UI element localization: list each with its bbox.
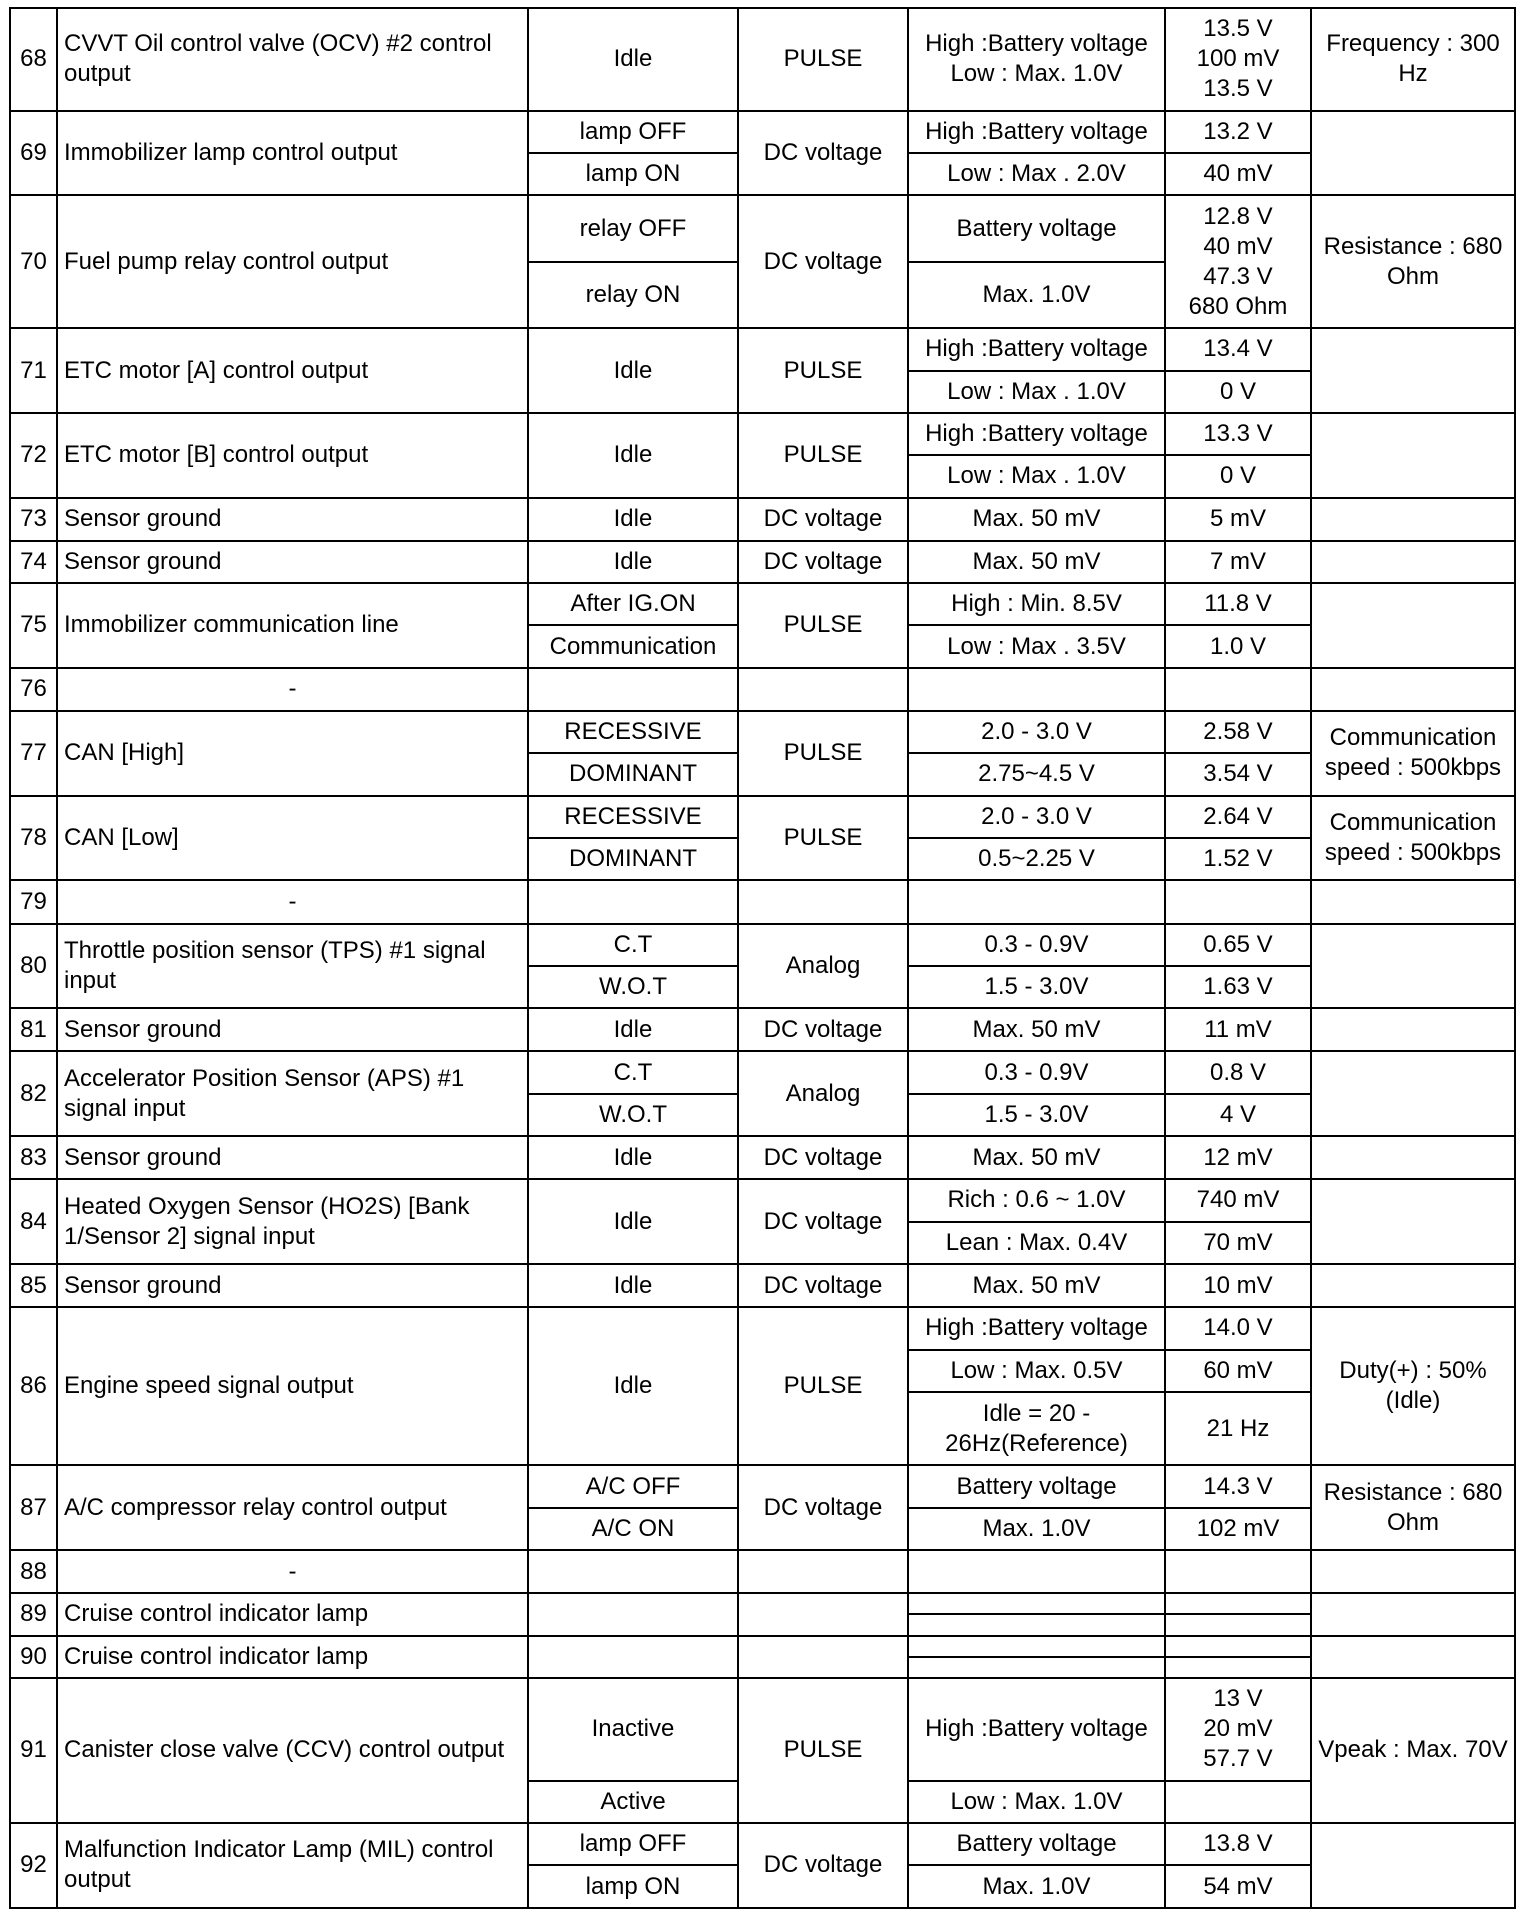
signal-type bbox=[738, 668, 908, 711]
pin-number: 88 bbox=[10, 1550, 57, 1593]
measured-value bbox=[1165, 1593, 1311, 1614]
measured-value: 60 mV bbox=[1165, 1350, 1311, 1392]
remark: Frequency : 300 Hz bbox=[1311, 8, 1515, 111]
measured-value: 13.5 V 100 mV 13.5 V bbox=[1165, 8, 1311, 111]
signal-type: DC voltage bbox=[738, 498, 908, 541]
measured-value: 1.0 V bbox=[1165, 625, 1311, 667]
condition: C.T bbox=[528, 1051, 738, 1093]
table-row bbox=[10, 924, 1515, 966]
signal-type: DC voltage bbox=[738, 1008, 908, 1051]
measured-value bbox=[1165, 1781, 1311, 1823]
pin-number: 91 bbox=[10, 1678, 57, 1823]
condition: C.T bbox=[528, 924, 738, 966]
pin-description: Sensor ground bbox=[57, 1136, 528, 1179]
specification: Max. 50 mV bbox=[908, 498, 1165, 541]
specification: 0.3 - 0.9V bbox=[908, 924, 1165, 966]
pin-number: 82 bbox=[10, 1051, 57, 1136]
signal-type: DC voltage bbox=[738, 1823, 908, 1908]
table-row bbox=[10, 1051, 1515, 1093]
condition: relay ON bbox=[528, 262, 738, 328]
pin-description: - bbox=[57, 1550, 528, 1593]
condition: A/C ON bbox=[528, 1508, 738, 1550]
measured-value: 12 mV bbox=[1165, 1136, 1311, 1179]
measured-value bbox=[1165, 1636, 1311, 1657]
remark: Vpeak : Max. 70V bbox=[1311, 1678, 1515, 1823]
specification bbox=[908, 668, 1165, 711]
table-row bbox=[10, 413, 1515, 455]
condition: Idle bbox=[528, 1136, 738, 1179]
specification: Max. 50 mV bbox=[908, 1136, 1165, 1179]
condition: A/C OFF bbox=[528, 1465, 738, 1507]
condition bbox=[528, 1636, 738, 1678]
remark bbox=[1311, 1264, 1515, 1307]
remark bbox=[1311, 1593, 1515, 1635]
condition: Communication bbox=[528, 625, 738, 667]
specification: Battery voltage bbox=[908, 1823, 1165, 1865]
signal-type: PULSE bbox=[738, 796, 908, 881]
signal-type: PULSE bbox=[738, 1307, 908, 1465]
table-row bbox=[10, 796, 1515, 838]
signal-type bbox=[738, 1550, 908, 1593]
remark bbox=[1311, 668, 1515, 711]
condition: Idle bbox=[528, 1008, 738, 1051]
condition: lamp OFF bbox=[528, 111, 738, 153]
specification: Battery voltage bbox=[908, 1465, 1165, 1507]
remark bbox=[1311, 583, 1515, 668]
measured-value: 13.3 V bbox=[1165, 413, 1311, 455]
signal-type bbox=[738, 1593, 908, 1635]
signal-type: PULSE bbox=[738, 328, 908, 413]
pin-number: 72 bbox=[10, 413, 57, 498]
remark bbox=[1311, 1008, 1515, 1051]
condition: lamp OFF bbox=[528, 1823, 738, 1865]
pin-description: ETC motor [B] control output bbox=[57, 413, 528, 498]
pin-number: 86 bbox=[10, 1307, 57, 1465]
pin-number: 81 bbox=[10, 1008, 57, 1051]
pin-number: 80 bbox=[10, 924, 57, 1009]
condition: Idle bbox=[528, 8, 738, 111]
table-row bbox=[10, 1465, 1515, 1507]
specification: Low : Max. 1.0V bbox=[908, 1781, 1165, 1823]
signal-type: DC voltage bbox=[738, 1179, 908, 1264]
measured-value: 2.64 V bbox=[1165, 796, 1311, 838]
table-row bbox=[10, 1307, 1515, 1349]
pin-number: 71 bbox=[10, 328, 57, 413]
remark bbox=[1311, 328, 1515, 413]
specification bbox=[908, 8, 1165, 111]
condition: Idle bbox=[528, 498, 738, 541]
pin-description: CAN [Low] bbox=[57, 796, 528, 881]
measured-value: 0 V bbox=[1165, 455, 1311, 497]
remark: Communication speed : 500kbps bbox=[1311, 711, 1515, 796]
measured-value: 40 mV bbox=[1165, 153, 1311, 195]
pin-description: CAN [High] bbox=[57, 711, 528, 796]
condition: DOMINANT bbox=[528, 753, 738, 795]
pin-description: Sensor ground bbox=[57, 541, 528, 583]
condition: Inactive bbox=[528, 1678, 738, 1781]
pin-number: 73 bbox=[10, 498, 57, 541]
condition: Active bbox=[528, 1781, 738, 1823]
specification: Rich : 0.6 ~ 1.0V bbox=[908, 1179, 1165, 1221]
table-row bbox=[10, 498, 1515, 541]
measured-value: 14.3 V bbox=[1165, 1465, 1311, 1507]
remark bbox=[1311, 1136, 1515, 1179]
pin-description: Heated Oxygen Sensor (HO2S) [Bank 1/Sensor 2] signal input bbox=[57, 1179, 528, 1264]
table-row bbox=[10, 711, 1515, 753]
condition: Idle bbox=[528, 541, 738, 583]
pin-description: Immobilizer lamp control output bbox=[57, 111, 528, 196]
condition: lamp ON bbox=[528, 1865, 738, 1908]
table-row bbox=[10, 195, 1515, 261]
measured-value: 740 mV bbox=[1165, 1179, 1311, 1221]
measured-value: 70 mV bbox=[1165, 1222, 1311, 1264]
table-row bbox=[10, 583, 1515, 625]
specification bbox=[908, 1657, 1165, 1678]
specification: Lean : Max. 0.4V bbox=[908, 1222, 1165, 1264]
condition bbox=[528, 880, 738, 923]
measured-value: 102 mV bbox=[1165, 1508, 1311, 1550]
measured-value: 21 Hz bbox=[1165, 1392, 1311, 1466]
pin-number: 70 bbox=[10, 195, 57, 328]
condition: Idle bbox=[528, 1179, 738, 1264]
signal-type: DC voltage bbox=[738, 1264, 908, 1307]
pin-description: Throttle position sensor (TPS) #1 signal input bbox=[57, 924, 528, 1009]
specification: 0.5~2.25 V bbox=[908, 838, 1165, 880]
pin-description: Sensor ground bbox=[57, 1264, 528, 1307]
remark bbox=[1311, 1051, 1515, 1136]
table-row bbox=[10, 1264, 1515, 1307]
condition: Idle bbox=[528, 328, 738, 413]
specification: 2.75~4.5 V bbox=[908, 753, 1165, 795]
condition: RECESSIVE bbox=[528, 796, 738, 838]
pin-number: 77 bbox=[10, 711, 57, 796]
signal-type bbox=[738, 880, 908, 923]
measured-value: 10 mV bbox=[1165, 1264, 1311, 1307]
specification: Max. 1.0V bbox=[908, 1865, 1165, 1908]
specification bbox=[908, 1550, 1165, 1593]
pin-number: 68 bbox=[10, 8, 57, 111]
remark: Resistance : 680 Ohm bbox=[1311, 1465, 1515, 1550]
pin-description: A/C compressor relay control output bbox=[57, 1465, 528, 1550]
measured-value bbox=[1165, 1614, 1311, 1635]
specification: Max. 1.0V bbox=[908, 1508, 1165, 1550]
table-row bbox=[10, 880, 1515, 923]
table-row bbox=[10, 668, 1515, 711]
measured-value: 11.8 V bbox=[1165, 583, 1311, 625]
table-row bbox=[10, 1008, 1515, 1051]
remark bbox=[1311, 924, 1515, 1009]
pin-description: - bbox=[57, 668, 528, 711]
pin-description: Accelerator Position Sensor (APS) #1 signal input bbox=[57, 1051, 528, 1136]
table-row bbox=[10, 1636, 1515, 1657]
table-row bbox=[10, 111, 1515, 153]
table-row bbox=[10, 328, 1515, 370]
pin-number: 69 bbox=[10, 111, 57, 196]
measured-value: 7 mV bbox=[1165, 541, 1311, 583]
measured-value: 2.58 V bbox=[1165, 711, 1311, 753]
specification bbox=[908, 880, 1165, 923]
condition: RECESSIVE bbox=[528, 711, 738, 753]
pin-number: 84 bbox=[10, 1179, 57, 1264]
specification: Low : Max. 0.5V bbox=[908, 1350, 1165, 1392]
remark: Duty(+) : 50% (Idle) bbox=[1311, 1307, 1515, 1465]
measured-value: 3.54 V bbox=[1165, 753, 1311, 795]
measured-value: 1.63 V bbox=[1165, 966, 1311, 1008]
specification: 1.5 - 3.0V bbox=[908, 1094, 1165, 1136]
pin-number: 74 bbox=[10, 541, 57, 583]
specification: High :Battery voltage bbox=[908, 1678, 1165, 1781]
remark: Communication speed : 500kbps bbox=[1311, 796, 1515, 881]
condition: Idle bbox=[528, 1307, 738, 1465]
remark bbox=[1311, 1179, 1515, 1264]
pin-number: 87 bbox=[10, 1465, 57, 1550]
remark bbox=[1311, 498, 1515, 541]
specification: 2.0 - 3.0 V bbox=[908, 796, 1165, 838]
specification bbox=[908, 1636, 1165, 1657]
pin-description: Cruise control indicator lamp bbox=[57, 1593, 528, 1635]
remark bbox=[1311, 413, 1515, 498]
measured-value: 0.8 V bbox=[1165, 1051, 1311, 1093]
signal-type: PULSE bbox=[738, 711, 908, 796]
signal-type: DC voltage bbox=[738, 111, 908, 196]
pin-description: Sensor ground bbox=[57, 498, 528, 541]
pin-description: Cruise control indicator lamp bbox=[57, 1636, 528, 1678]
signal-type: DC voltage bbox=[738, 541, 908, 583]
specification: Max. 50 mV bbox=[908, 1008, 1165, 1051]
measured-value: 1.52 V bbox=[1165, 838, 1311, 880]
remark bbox=[1311, 1550, 1515, 1593]
remark bbox=[1311, 1823, 1515, 1908]
ecm-pin-table bbox=[9, 7, 1516, 1909]
specification: High :Battery voltage bbox=[908, 1307, 1165, 1349]
measured-value: 14.0 V bbox=[1165, 1307, 1311, 1349]
signal-type: DC voltage bbox=[738, 195, 908, 328]
measured-value bbox=[1165, 1550, 1311, 1593]
table-row bbox=[10, 1678, 1515, 1781]
condition: DOMINANT bbox=[528, 838, 738, 880]
condition: Idle bbox=[528, 1264, 738, 1307]
specification bbox=[908, 1593, 1165, 1614]
measured-value: 13.8 V bbox=[1165, 1823, 1311, 1865]
measured-value: 13.4 V bbox=[1165, 328, 1311, 370]
pin-description: Canister close valve (CCV) control output bbox=[57, 1678, 528, 1823]
specification bbox=[908, 1614, 1165, 1635]
table-row bbox=[10, 1550, 1515, 1593]
specification: Low : Max . 1.0V bbox=[908, 371, 1165, 413]
pin-description: Sensor ground bbox=[57, 1008, 528, 1051]
condition: lamp ON bbox=[528, 153, 738, 195]
pin-description: CVVT Oil control valve (OCV) #2 control output bbox=[57, 8, 528, 111]
specification: High :Battery voltage bbox=[908, 111, 1165, 153]
measured-value: 0 V bbox=[1165, 371, 1311, 413]
specification: Low : Max . 1.0V bbox=[908, 455, 1165, 497]
pin-number: 78 bbox=[10, 796, 57, 881]
measured-value: 0.65 V bbox=[1165, 924, 1311, 966]
pin-description: Fuel pump relay control output bbox=[57, 195, 528, 328]
remark bbox=[1311, 541, 1515, 583]
pin-number: 76 bbox=[10, 668, 57, 711]
pin-description: Malfunction Indicator Lamp (MIL) control output bbox=[57, 1823, 528, 1908]
measured-value: 13 V 20 mV 57.7 V bbox=[1165, 1678, 1311, 1781]
specification: High : Min. 8.5V bbox=[908, 583, 1165, 625]
specification: 0.3 - 0.9V bbox=[908, 1051, 1165, 1093]
measured-value bbox=[1165, 880, 1311, 923]
condition: relay OFF bbox=[528, 195, 738, 261]
specification: Max. 50 mV bbox=[908, 1264, 1165, 1307]
condition: Idle bbox=[528, 413, 738, 498]
pin-description: Immobilizer communication line bbox=[57, 583, 528, 668]
specification: High :Battery voltage bbox=[908, 328, 1165, 370]
condition: W.O.T bbox=[528, 966, 738, 1008]
condition bbox=[528, 1550, 738, 1593]
table-row bbox=[10, 541, 1515, 583]
specification: High :Battery voltage bbox=[908, 413, 1165, 455]
table-row bbox=[10, 1593, 1515, 1614]
pin-number: 89 bbox=[10, 1593, 57, 1635]
measured-value: 12.8 V 40 mV 47.3 V 680 Ohm bbox=[1165, 195, 1311, 328]
signal-type: PULSE bbox=[738, 1678, 908, 1823]
condition bbox=[528, 668, 738, 711]
specification: Max. 1.0V bbox=[908, 262, 1165, 328]
spec-line: High :Battery voltage bbox=[925, 30, 1148, 58]
measured-value: 5 mV bbox=[1165, 498, 1311, 541]
measured-value bbox=[1165, 1657, 1311, 1678]
signal-type: PULSE bbox=[738, 413, 908, 498]
pin-number: 79 bbox=[10, 880, 57, 923]
measured-value: 4 V bbox=[1165, 1094, 1311, 1136]
signal-type: PULSE bbox=[738, 583, 908, 668]
signal-type: Analog bbox=[738, 924, 908, 1009]
signal-type: DC voltage bbox=[738, 1465, 908, 1550]
remark bbox=[1311, 1636, 1515, 1678]
pin-number: 85 bbox=[10, 1264, 57, 1307]
condition: After IG.ON bbox=[528, 583, 738, 625]
measured-value: 13.2 V bbox=[1165, 111, 1311, 153]
specification: Low : Max . 3.5V bbox=[908, 625, 1165, 667]
condition bbox=[528, 1593, 738, 1635]
signal-type: DC voltage bbox=[738, 1136, 908, 1179]
specification: Low : Max . 2.0V bbox=[908, 153, 1165, 195]
table-row bbox=[10, 8, 1515, 111]
condition: W.O.T bbox=[528, 1094, 738, 1136]
pin-number: 92 bbox=[10, 1823, 57, 1908]
signal-type: Analog bbox=[738, 1051, 908, 1136]
remark: Resistance : 680 Ohm bbox=[1311, 195, 1515, 328]
signal-type bbox=[738, 1636, 908, 1678]
pin-number: 90 bbox=[10, 1636, 57, 1678]
measured-value: 11 mV bbox=[1165, 1008, 1311, 1051]
pin-number: 75 bbox=[10, 583, 57, 668]
table-row bbox=[10, 1823, 1515, 1865]
measured-value: 54 mV bbox=[1165, 1865, 1311, 1908]
spec-line: Low : Max. 1.0V bbox=[950, 60, 1123, 88]
table-row bbox=[10, 1136, 1515, 1179]
pin-description: - bbox=[57, 880, 528, 923]
pin-number: 83 bbox=[10, 1136, 57, 1179]
specification: Battery voltage bbox=[908, 195, 1165, 261]
table-row bbox=[10, 1179, 1515, 1221]
pin-description: Engine speed signal output bbox=[57, 1307, 528, 1465]
remark bbox=[1311, 880, 1515, 923]
specification: 2.0 - 3.0 V bbox=[908, 711, 1165, 753]
specification: Idle = 20 - 26Hz(Reference) bbox=[908, 1392, 1165, 1466]
specification: 1.5 - 3.0V bbox=[908, 966, 1165, 1008]
remark bbox=[1311, 111, 1515, 196]
signal-type: PULSE bbox=[738, 8, 908, 111]
specification: Max. 50 mV bbox=[908, 541, 1165, 583]
pin-description: ETC motor [A] control output bbox=[57, 328, 528, 413]
measured-value bbox=[1165, 668, 1311, 711]
